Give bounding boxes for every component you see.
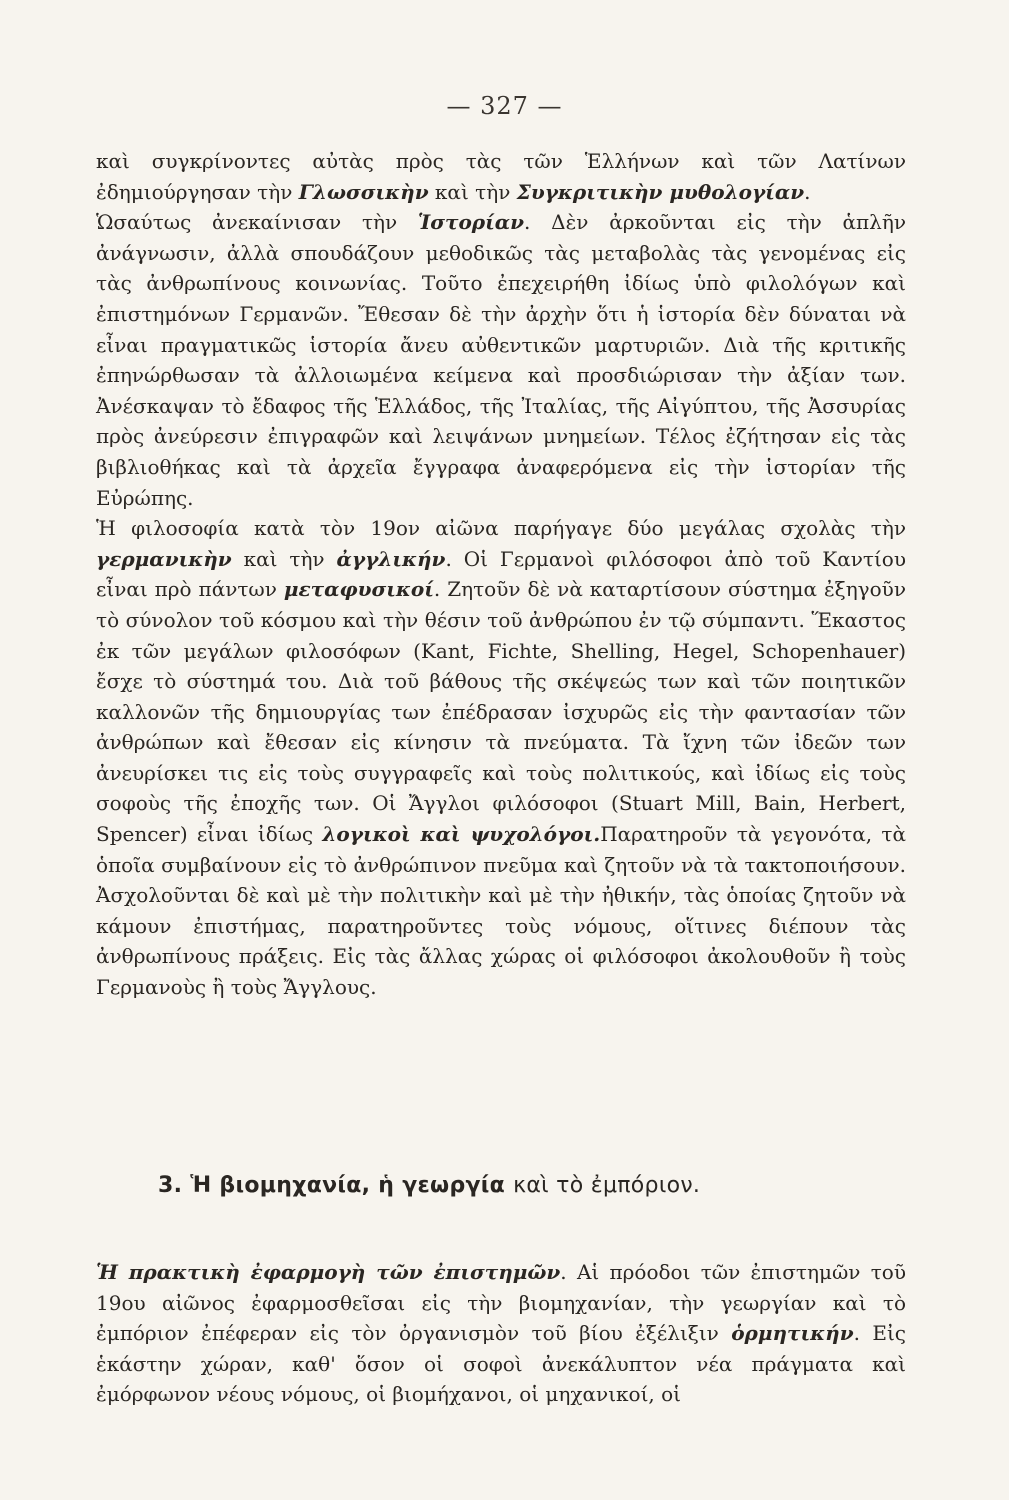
text-run: Ὡσαύτως ἀνεκαίνισαν τὴν <box>96 210 418 235</box>
section-heading <box>158 1173 918 1198</box>
text-run: . Εἰς ἑκάστην χώραν, καθ' ὅσον οἱ σοφοὶ ἀνεκάλυπτον νέα πράγματα καὶ ἐμόρφωνον νέους νόμους, οἱ βιομήχανοι, οἱ μηχανικοί, οἱ <box>96 1321 906 1407</box>
emphasis: λογικοὶ καὶ ψυχολόγοι. <box>322 822 601 847</box>
text-run: καὶ τὴν <box>428 179 517 204</box>
paragraph <box>96 1257 906 1410</box>
emphasis: Ἱστορίαν <box>417 210 525 235</box>
emphasis: Συγκριτικὴν μυθολογίαν <box>516 179 805 204</box>
text-run: . Αἱ πρόοδοι τῶν ἐπιστημῶν τοῦ 19ου αἰῶνος ἐφαρμοσθεῖσαι εἰς τὴν βιομηχανίαν, τὴν γεωργίαν καὶ τὸ ἐμπόριον ἐπέφεραν εἰς τὸν ὀργανισμὸν τοῦ βίου ἐξέλιξιν <box>96 1260 906 1346</box>
paragraph <box>96 513 906 1003</box>
text-run: Παρατηροῦν τὰ γεγονότα, τὰ ὁποῖα συμβαίνουν εἰς τὸ ἀνθρώπινον πνεῦμα καὶ ζητοῦν νὰ τὰ τακτοποιήσουν. Ἀσχολοῦνται δὲ καὶ μὲ τὴν πολιτικὴν καὶ μὲ τὴν ἠθικήν, τὰς ὁποίας ζητοῦν νὰ κάμουν ἐπιστήμας, παρατηροῦντες τοὺς νόμους, οἵτινες διέπουν τὰς ἀνθρωπίνους πράξεις. Εἰς τὰς ἄλλας χώρας οἱ φιλόσοφοι ἀκολουθοῦν ἢ τοὺς Γερμανοὺς ἢ τοὺς Ἄγγλους. <box>96 822 906 1000</box>
heading-text: καὶ <box>513 1173 549 1198</box>
heading-text: Ἡ βιομηχανία, ἡ γεωργία <box>190 1173 514 1198</box>
text-run: . Δὲν ἀρκοῦνται εἰς τὴν ἁπλῆν ἀνάγνωσιν, ἀλλὰ σπουδάζουν μεθοδικῶς τὰς μεταβολὰς τὰς γενομένας εἰς τὰς ἀνθρωπίνους κοινωνίας. Τοῦτο ἐπεχειρήθη ἰδίως ὑπὸ φιλολόγων καὶ ἐπιστημόνων Γερμανῶν. Ἔθεσαν δὲ τὴν ἀρχὴν ὅτι ἡ ἱστορία δὲν δύναται νὰ εἶναι πραγματικῶς ἱστορία ἄνευ αὐθεντικῶν μαρτυριῶν. Διὰ τῆς κριτικῆς ἐπηνώρθωσαν τὰ ἀλλοιωμένα κείμενα καὶ προσδιώρισαν τὴν ἀξίαν των. Ἀνέσκαψαν τὸ ἔδαφος τῆς Ἑλλάδος, τῆς Ἰταλίας, τῆς Αἰγύπτου, τῆς Ἀσσυρίας πρὸς ἀνεύρεσιν ἐπιγραφῶν καὶ λειψάνων μνημείων. Τέλος ἐζήτησαν εἰς τὰς βιβλιοθήκας καὶ τὰ ἀρχεῖα ἔγγραφα ἀναφερόμενα εἰς τὴν ἱστορίαν τῆς Εὐρώπης. <box>96 210 906 510</box>
main-text <box>96 146 906 1003</box>
section-number: 3. <box>158 1173 183 1198</box>
heading-text: τὸ ἐμπόριον. <box>548 1173 701 1198</box>
text-run: καὶ τὴν <box>231 546 337 571</box>
emphasis: μεταφυσικοί <box>283 577 434 602</box>
paragraph <box>96 207 906 513</box>
text-run: . <box>804 179 811 204</box>
emphasis: Γλωσσικὴν <box>298 179 429 204</box>
emphasis: ὁρμητικήν <box>731 1321 854 1346</box>
text-run: καὶ συγκρίνοντες αὐτὰς πρὸς τὰς τῶν Ἑλλήνων καὶ τῶν Λατίνων ἐδημιούργησαν τὴν <box>96 149 906 204</box>
section-text <box>96 1237 906 1430</box>
paragraph <box>96 146 906 207</box>
emphasis: Ἡ πρακτικὴ ἐφαρμογὴ τῶν ἐπιστημῶν <box>96 1260 561 1284</box>
text-run: . Οἱ Γερμανοὶ φιλόσοφοι ἀπὸ τοῦ Καντίου εἶναι πρὸ πάντων <box>96 546 907 602</box>
page-number: — 327 — <box>446 92 563 120</box>
text-run: . Ζητοῦν δὲ νὰ καταρτίσουν σύστημα ἐξηγοῦν τὸ σύνολον τοῦ κόσμου καὶ τὴν θέσιν τοῦ ἀνθρώπου ἐν τῷ σύμπαντι. Ἕκαστος ἐκ τῶν μεγάλων φιλοσόφων (Kant, Fichte, Shelling, Hegel, Schopenhauer) ἔσχε τὸ σύστημά του. Διὰ τοῦ βάθους τῆς σκέψεώς των καὶ τῶν ποιητικῶν καλλονῶν τῆς δημιουργίας των ἐπέδρασαν ἰσχυρῶς εἰς τὴν φαντασίαν τῶν ἀνθρώπων καὶ ἔθεσαν εἰς κίνησιν τὰ πνεύματα. Τὰ ἴχνη τῶν ἰδεῶν των ἀνευρίσκει τις εἰς τοὺς συγγραφεῖς καὶ τοὺς πολιτικούς, καὶ ἰδίως εἰς τοὺς σοφοὺς τῆς ἐποχῆς των. Οἱ Ἄγγλοι φιλόσοφοι (Stuart Mill, Bain, Herbert, Spencer) εἶναι ἰδίως <box>96 577 906 847</box>
emphasis: γερμανικὴν <box>96 546 232 571</box>
text-run: Ἡ φιλοσοφία κατὰ τὸν 19ον αἰῶνα παρήγαγε δύο μεγάλας σχολὰς τὴν <box>96 516 906 541</box>
emphasis: ἀγγλικήν <box>336 546 446 571</box>
